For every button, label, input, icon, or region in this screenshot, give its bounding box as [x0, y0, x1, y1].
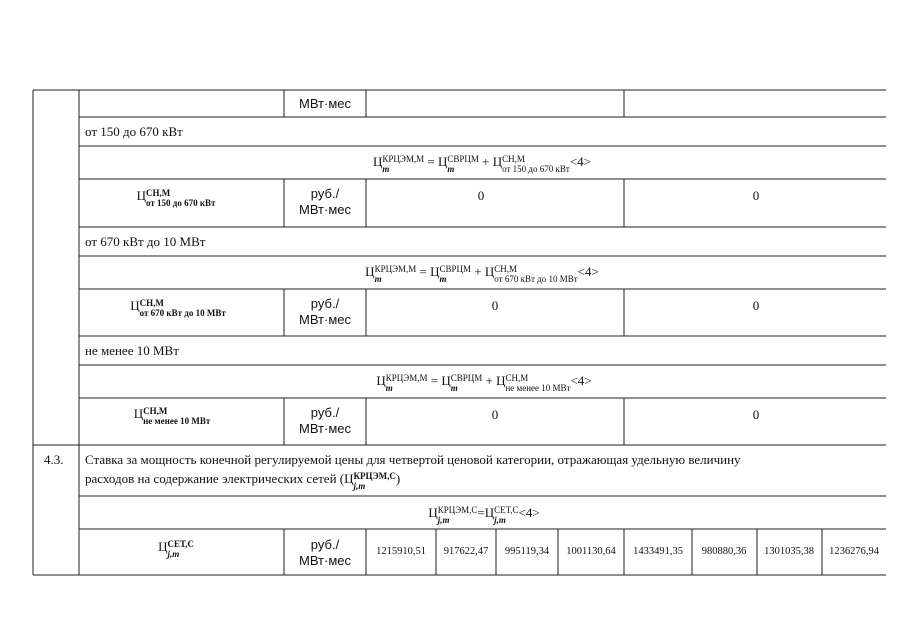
range3-unit: руб./ МВт·мес	[298, 405, 352, 436]
range1-symbol: Ц СН,М от 150 до 670 кВт	[136, 188, 216, 208]
value-cell: 1301035,38	[764, 546, 814, 557]
range2-value-b: 0	[752, 298, 760, 313]
value-cell: 917622,47	[443, 546, 489, 557]
range3-value-b: 0	[752, 407, 760, 422]
section-number: 4.3.	[44, 452, 64, 467]
range2-symbol: Ц СН,М от 670 кВт до 10 МВт	[130, 298, 226, 318]
range1-value-a: 0	[477, 188, 485, 203]
range3-value-a: 0	[491, 407, 499, 422]
range3-formula: Ц КРЦЭМ,М m = Ц СВРЦМ m + Ц СН,М не менее 10 МВт <4>	[376, 373, 592, 393]
range2-formula: Ц КРЦЭМ,М m = Ц СВРЦМ m + Ц СН,М от 670 кВт до 10 МВт <4>	[365, 264, 599, 284]
range2-unit: руб./ МВт·мес	[298, 296, 352, 327]
range3-heading: не менее 10 МВт	[85, 343, 179, 358]
value-cell: 1236276,94	[829, 546, 879, 557]
range1-value-b: 0	[752, 188, 760, 203]
range2-value-a: 0	[491, 298, 499, 313]
range1-heading: от 150 до 670 кВт	[85, 124, 183, 139]
range2-heading: от 670 кВт до 10 МВт	[85, 234, 206, 249]
range1-formula: Ц КРЦЭМ,М m = Ц СВРЦМ m + Ц СН,М от 150 до 670 кВт <4>	[373, 154, 591, 174]
value-cell: 1001130,64	[566, 546, 616, 557]
section-formula: Ц КРЦЭМ,С j,m =Ц СЕТ,С j,m <4>	[428, 505, 540, 525]
value-cell: 980880,36	[701, 546, 747, 557]
section-unit: руб./ МВт·мес	[298, 537, 352, 568]
range1-unit: руб./ МВт·мес	[298, 186, 352, 217]
value-cell: 1215910,51	[376, 546, 426, 557]
section-symbol: Ц СЕТ,С j,m	[158, 539, 194, 559]
unit-top: МВт·мес	[298, 96, 352, 111]
value-cell: 995119,34	[504, 546, 550, 557]
value-cell: 1433491,35	[633, 546, 683, 557]
range3-symbol: Ц СН,М не менее 10 МВт	[133, 406, 211, 426]
section-description: Ставка за мощность конечной регулируемой цены для четвертой ценовой категории, отражающая удельную величину расходов на содержание электрических сетей (Ц КРЦЭМ,С j,m )	[85, 452, 741, 491]
